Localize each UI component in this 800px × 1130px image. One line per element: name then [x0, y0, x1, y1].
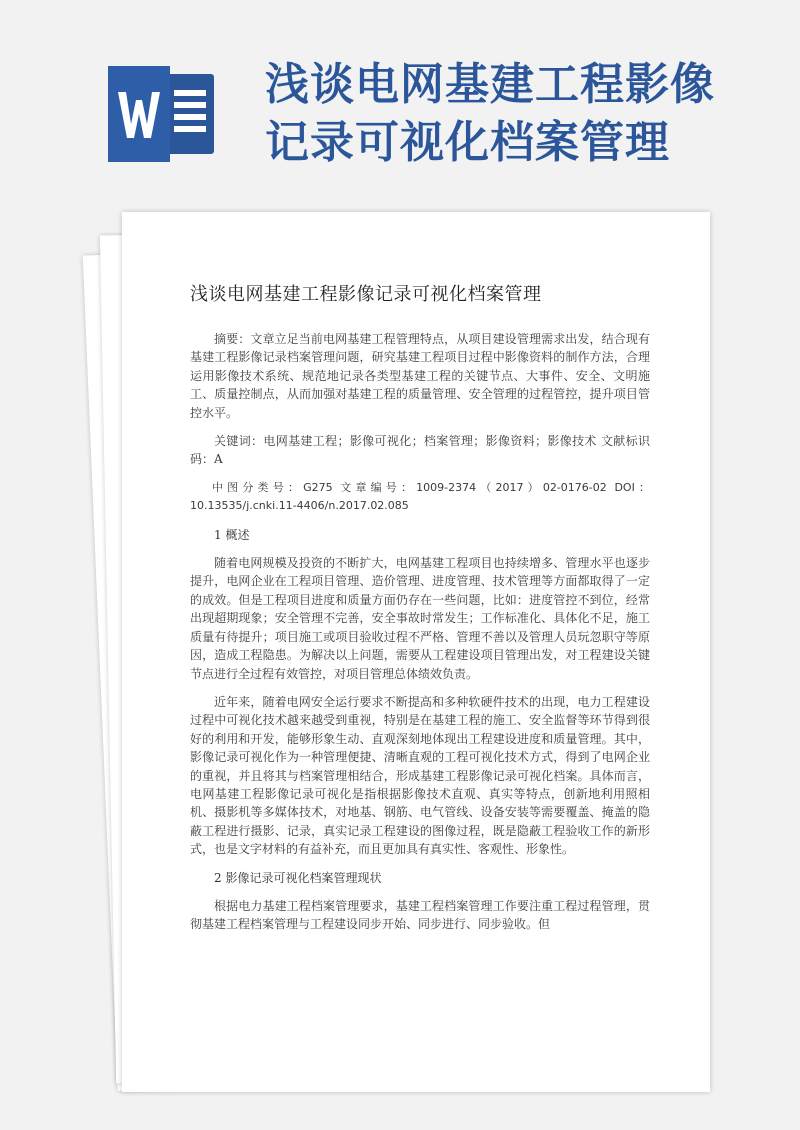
document-content: [190, 282, 650, 944]
body-paragraph: 随着电网规模及投资的不断扩大，电网基建工程项目也持续增多、管理水平也逐步提升，电网企业在工程项目管理、造价管理、进度管理、技术管理等方面都取得了一定的成效。但是工程项目进度和质量方面仍存在一些问题，比如：进度管控不到位，经常出现超期现象；安全管理不完善，安全事故时常发生；工作标准化、具体化不足，施工质量有待提升；项目施工或项目验收过程不严格、管理不善以及管理人员玩忽职守等原因，造成工程隐患。为解决以上问题，需要从工程建设项目管理出发，对工程建设关键节点进行全过程有效管控，对项目管理总体绩效负责。: [190, 556, 650, 681]
keywords-paragraph: 关键词：电网基建工程；影像可视化；档案管理；影像资料；影像技术 文献标识码：A: [190, 434, 650, 467]
abstract-paragraph: 摘要：文章立足当前电网基建工程管理特点，从项目建设管理需求出发，结合现有基建工程影像记录档案管理问题，研究基建工程项目过程中影像资料的制作方法，合理运用影像技术系统、规范地记录各类型基建工程的关键节点、大事件、安全、文明施工、质量控制点，从而加强对基建工程的质量管理、安全管理的过程管控，提升项目管控水平。: [190, 332, 650, 420]
body-paragraph: 根据电力基建工程档案管理要求，基建工程档案管理工作要注重工程过程管理，贯彻基建工程档案管理与工程建设同步开始、同步进行、同步验收。但: [190, 898, 650, 932]
page-title-line-2: 记录可视化档案管理: [265, 117, 670, 168]
section-heading-1: 1 概述: [214, 527, 250, 542]
section-heading-2: 2 影像记录可视化档案管理现状: [214, 870, 382, 885]
document-title: 浅谈电网基建工程影像记录可视化档案管理: [190, 284, 542, 305]
classification-paragraph: 中图分类号：G275 文章编号：1009-2374（2017）02-0176-02 DOI：10.13535/j.cnki.11-4406/n.2017.02.085: [190, 480, 650, 513]
body-paragraph: 近年来，随着电网安全运行要求不断提高和多种软硬件技术的出现，电力工程建设过程中可视化技术越来越受到重视，特别是在基建工程的施工、安全监督等环节得到很好的利用和开发，能够形象生动、直观深刻地体现出工程建设进度和质量管理。其中，影像记录可视化作为一种管理便捷、清晰直观的工程可视化技术方式，得到了电网企业的重视，并且将其与档案管理相结合，形成基建工程影像记录可视化档案。具体而言，电网基建工程影像记录可视化是指根据影像技术直观、真实等特点，创新地利用照相机、摄影机等多媒体技术，对地基、钢筋、电气管线、设备安装等需要覆盖、掩盖的隐蔽工程进行摄影、记录，真实记录工程建设的图像过程，既是隐蔽工程验收工作的新形式，也是文字材料的有益补充，而且更加具有真实性、客观性、形象性。: [190, 694, 650, 857]
page-title-line-1: 浅谈电网基建工程影像: [265, 59, 715, 110]
